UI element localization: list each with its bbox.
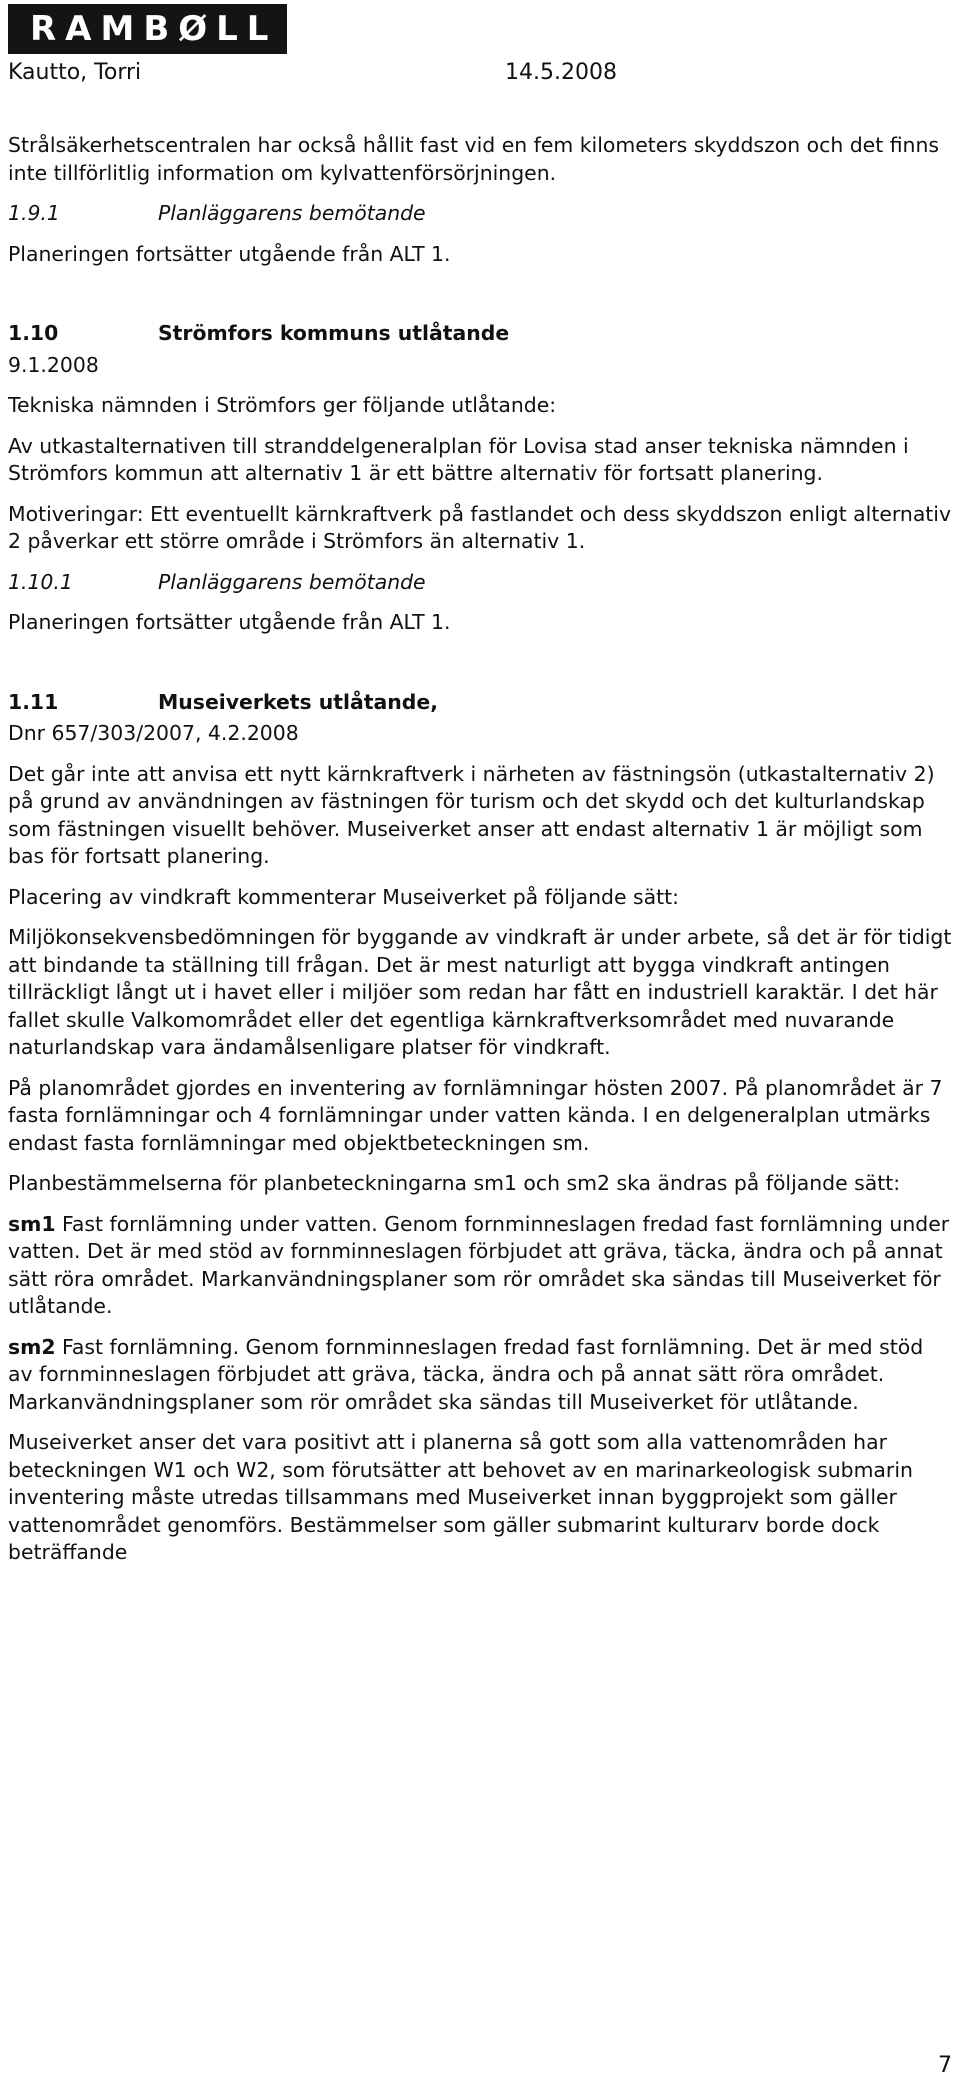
- document-body: [8, 132, 953, 1580]
- section-1-10-p2: Av utkastalternativen till stranddelgeneralplan för Lovisa stad anser tekniska nämnden i Strömfors kommun att alternativ 1 är ett bättre alternativ för fortsatt planering.: [8, 433, 909, 485]
- intro-paragraph: Strålsäkerhetscentralen har också hållit fast vid en fem kilometers skyddszon och det finns inte tillförlitlig information om kylvattenförsörjningen.: [8, 133, 940, 185]
- section-1-11-p5: Planbestämmelserna för planbeteckningarna sm1 och sm2 ska ändras på följande sätt:: [8, 1171, 901, 1195]
- sm2-text: Fast fornlämning. Genom fornminneslagen fredad fast fornlämning. Det är med stöd av fornminneslagen förbjudet att gräva, täcka, ändra och på annat sätt röra området. Markanvändningsplaner som rör området ska sändas till Museiverket för utlåtande.: [8, 1334, 924, 1414]
- section-1-10-1-heading: [8, 569, 953, 597]
- section-1-10-p1: Tekniska nämnden i Strömfors ger följande utlåtande:: [8, 393, 557, 417]
- section-number: 1.11: [8, 689, 59, 714]
- section-1-10-p3: Motiveringar: Ett eventuellt kärnkraftverk på fastlandet och dess skyddszon enligt alternativ 2 påverkar ett större område i Strömfors än alternativ 1.: [8, 501, 952, 553]
- section-title: Strömfors kommuns utlåtande: [158, 321, 510, 345]
- sm1-label: sm1: [8, 1211, 56, 1236]
- section-number: 1.10: [8, 321, 59, 345]
- section-1-11-p1: Det går inte att anvisa ett nytt kärnkraftverk i närheten av fästningsön (utkastalternativ 2) på grund av användningen av fästningen för turism och det skydd och det kulturlandskap som fästningen visuellt behöver. Museiverket anser att endast alternativ 1 är möjligt som bas för fortsatt planering.: [8, 761, 935, 868]
- sm2-paragraph: [8, 1334, 953, 1417]
- sm1-paragraph: [8, 1211, 953, 1321]
- section-1-11-p2: Placering av vindkraft kommenterar Museiverket på följande sätt:: [8, 884, 679, 909]
- header-date: 14.5.2008: [505, 60, 617, 85]
- section-1-9-1-text: Planeringen fortsätter utgående från ALT 1.: [8, 241, 451, 266]
- section-1-10-1-text: Planeringen fortsätter utgående från ALT 1.: [8, 610, 451, 634]
- section-1-10-date: 9.1.2008: [8, 352, 99, 377]
- section-1-11-p3: Miljökonsekvensbedömningen för byggande av vindkraft är under arbete, så det är för tidigt att bindande ta ställning till frågan. Det är mest naturligt att bygga vindkraft antingen tillräckligt långt ut i havet eller i miljöer som redan har fått en industriell karaktär. I det här fallet skulle Valkomområdet eller det egentliga kärnkraftverksområdet med nuvarande naturlandskap vara ändamålsenligare platser för vindkraft.: [8, 925, 952, 1059]
- section-1-11-p4: På planområdet gjordes en inventering av fornlämningar hösten 2007. På planområdet är 7 fasta fornlämningar och 4 fornlämningar under vatten kända. I en delgeneralplan utmärks endast fasta fornlämningar med objektbeteckningen sm.: [8, 1075, 943, 1155]
- section-1-11-reference: Dnr 657/303/2007, 4.2.2008: [8, 721, 299, 745]
- section-number: 1.9.1: [8, 201, 60, 225]
- section-number: 1.10.1: [8, 569, 73, 594]
- section-1-10-heading: [8, 320, 953, 348]
- section-1-11-heading: [8, 689, 953, 717]
- section-title: Planläggarens bemötande: [158, 201, 426, 225]
- section-1-9-1-heading: [8, 200, 953, 228]
- section-title: Museiverkets utlåtande,: [158, 689, 438, 714]
- page-number: 7: [938, 2053, 952, 2078]
- ramboll-logo: RAMBØLL: [8, 4, 287, 54]
- section-1-11-p6: Museiverket anser det vara positivt att i planerna så gott som alla vattenområden har beteckningen W1 och W2, som förutsätter att behovet av en marinarkeologisk submarin inventering måste utredas tillsammans med Museiverket innan byggprojekt som gäller vattenområdet genomförs. Bestämmelser som gäller submarint kulturarv borde dock beträffande: [8, 1430, 913, 1564]
- sm2-label: sm2: [8, 1334, 56, 1359]
- header-author: Kautto, Torri: [8, 60, 142, 85]
- sm1-text: Fast fornlämning under vatten. Genom fornminneslagen fredad fast fornlämning under vatten. Det är med stöd av fornminneslagen förbjudet att gräva, täcka, ändra och på annat sätt röra området. Markanvändningsplaner som rör området ska sändas till Museiverket för utlåtande.: [8, 1211, 950, 1318]
- section-title: Planläggarens bemötande: [158, 569, 426, 594]
